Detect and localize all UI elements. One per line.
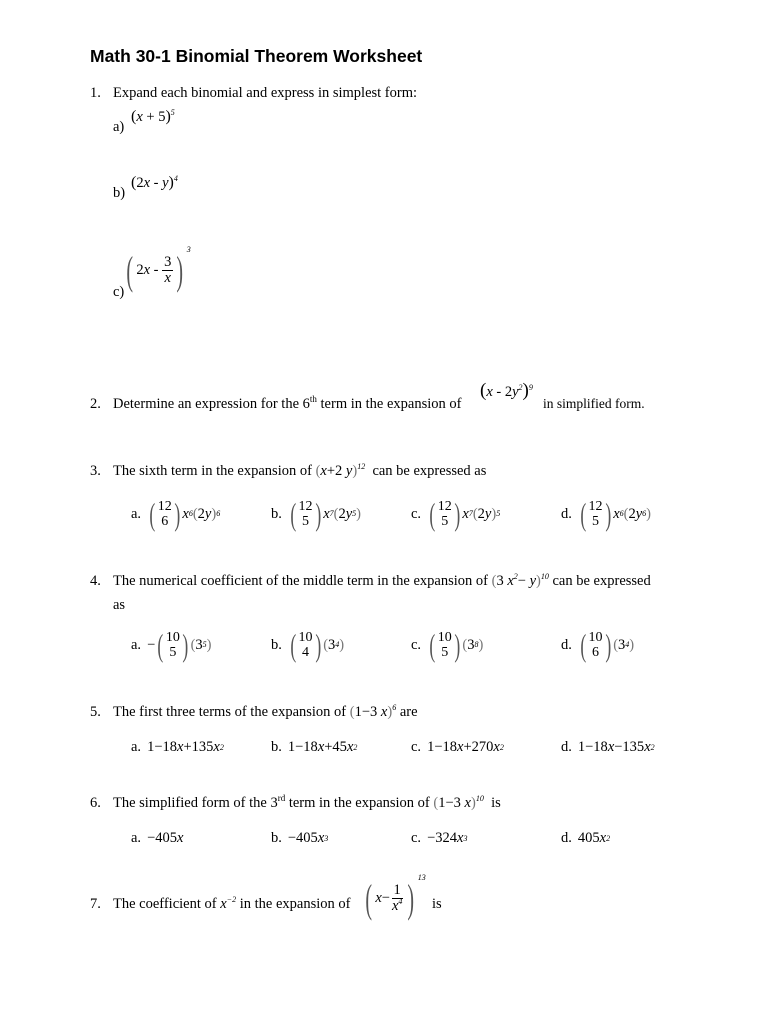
q7-expression: ( x− $\frac{1}{x^4}$ ) $^{13}$	[365, 873, 426, 921]
q3-option-a[interactable]: a. ( 12 6 ) x 6 ( 2 y ) 6	[131, 496, 221, 532]
q4-text: The numerical coefficient of the middle term in the expansion of (3 $x^2- y)^{10}$ can be expressed	[113, 572, 651, 589]
q4-number: 4.	[90, 573, 101, 589]
q5-option-d[interactable]: d. 1−18 x −135 x 2	[561, 739, 655, 755]
q3-option-c[interactable]: c. ( 12 5 ) x 7 ( 2 y ) 5	[411, 496, 501, 532]
q3-option-d[interactable]: d. ( 12 5 ) x 6 ( 2 y 6 )	[561, 496, 651, 532]
q5-option-c[interactable]: c. 1−18 x +270 x 2	[411, 739, 504, 755]
q1c-expression: ( 2x - $\frac{3}{x}$ ) $^3$	[126, 245, 191, 293]
q4-option-b[interactable]: b. ( 10 4 ) ( 3 4 )	[271, 627, 345, 663]
q2-number: 2.	[90, 396, 101, 412]
q1c-label: c)	[113, 284, 125, 300]
page-title: Math 30-1 Binomial Theorem Worksheet	[90, 46, 423, 66]
q1b-label: b)	[113, 185, 126, 201]
q1a-expression: $(x + 5)^5$	[131, 108, 175, 125]
q6-option-d[interactable]: d. 405 x 2	[561, 830, 611, 846]
q3-number: 3.	[90, 463, 101, 479]
q1-text: Expand each binomial and express in simplest form:	[113, 85, 418, 101]
q4-option-d[interactable]: d. ( 10 6 ) ( 3 4 )	[561, 627, 635, 663]
q6-option-b[interactable]: b. −405 x 3	[271, 830, 329, 846]
q1b-expression: (2x - y)$^4$	[131, 174, 178, 191]
q2-expression: $(x - 2y^2)^9$	[480, 380, 533, 401]
q3-text: The sixth term in the expansion of (x+2 y)$^{12}$ can be expressed as	[113, 462, 487, 479]
q6-number: 6.	[90, 795, 101, 811]
q7-text: The coefficient of $x^{-2}$ in the expansion of	[113, 895, 351, 912]
q6-option-c[interactable]: c. −324 x 3	[411, 830, 468, 846]
q5-option-a[interactable]: a. 1−18 x +135 x 2	[131, 739, 224, 755]
q5-text: The first three terms of the expansion of (1−3 x)$^6$ are	[113, 703, 418, 720]
q2-text: Determine an expression for the 6th term in the expansion of	[113, 394, 462, 412]
q6-option-a[interactable]: a. −405 x	[131, 830, 184, 846]
q4-option-c[interactable]: c. ( 10 5 ) ( 3 8 )	[411, 627, 484, 663]
q2-text-after: in simplified form.	[543, 396, 645, 411]
q7-text-after: is	[432, 896, 442, 912]
q7-number: 7.	[90, 896, 101, 912]
q4-text-cont: as	[113, 597, 126, 613]
q5-option-b[interactable]: b. 1−18 x +45 x 2	[271, 739, 358, 755]
q5-number: 5.	[90, 704, 101, 720]
q3-option-b[interactable]: b. ( 12 5 ) x 7 ( 2 y 5 )	[271, 496, 361, 532]
q1-number: 1.	[90, 85, 101, 101]
q6-text: The simplified form of the 3rd term in the expansion of (1−3 x)$^{10}$ is	[113, 793, 501, 811]
q1a-label: a)	[113, 119, 125, 135]
q4-option-a[interactable]: a. − ( 10 5 ) ( 3 5 )	[131, 627, 212, 663]
